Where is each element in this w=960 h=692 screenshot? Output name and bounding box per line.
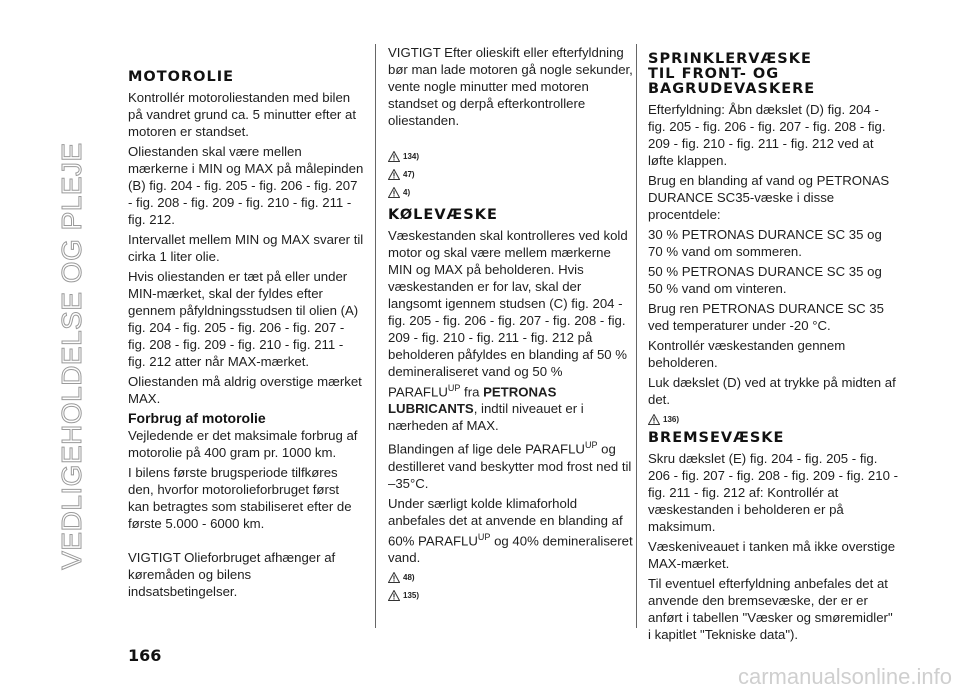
paragraph: Oliestanden må aldrig overstige mærket MAX. [128,374,362,406]
watermark: carmanualsonline.info [737,664,952,689]
subheading-forbrug: Forbrug af motorolie [128,410,266,426]
warning-reference-number: 48) [403,572,415,582]
warning-triangle-icon [388,151,400,162]
page-number: 166 [128,646,162,665]
brand-name: PETRONAS LUBRICANTS [388,384,557,417]
paragraph: Blandingen af lige dele $PARAFLU^{UP}$ og destilleret vand beskytter mod frost ned til –35°C. [388,440,632,491]
paragraph: I bilens første brugsperiode tilfkøres den, hvorfor motorolieforbruget først kan betragtes som stabiliseret efter de første 5.000 - 6000 km. [128,465,352,531]
warning-reference-number: 136) [663,414,680,424]
paragraph: Brug en blanding af vand og PETRONAS DURANCE SC35-væske i disse procentdele: [648,173,890,222]
section-heading-motorolie: MOTOROLIE [128,69,235,85]
warning-reference[interactable] [388,184,634,200]
paragraph: Til eventuel efterfyldning anbefales det at anvende den bremsevæske, der er er anført i tabellen "Væsker og smøremidler" i kapitlet "Tekniske data"). [648,576,893,642]
warning-reference[interactable] [388,587,634,603]
paragraph: Kontrollér væskestanden gennem beholderen. [648,338,846,370]
paragraph: Efterfyldning: Åbn dækslet (D) fig. 204 - fig. 205 - fig. 206 - fig. 207 - fig. 208 - fig. 209 - fig. 210 - fig. 211 - fig. 212 ved at løfte klappen. [648,102,886,168]
warning-triangle-icon [388,590,400,601]
paragraph: Vejledende er det maksimale forbrug af motorolie på 400 gram pr. 1000 km. [128,428,358,460]
column-kolevaeske [388,44,634,605]
paragraph: Oliestanden skal være mellen mærkerne i MIN og MAX på målepinden (B) fig. 204 - fig. 205 - fig. 206 - fig. 207 - fig. 208 - fig. 209 - fig. 210 - fig. 211 - fig. 212. [128,144,364,227]
section-heading-kolevaeske: KØLEVÆSKE [388,207,498,223]
warning-reference-number: 134) [403,151,420,161]
paragraph: Væskestanden skal kontrolleres ved kold motor og skal være mellem mærkerne MIN og MAX på beholderen. Hvis væskestanden er for lav, skal der langsomt igennem studsen (C) fig. 204 - fig. 205 - fig. 206 - fig. 207 - fig. 208 - fig. 209 - fig. 210 - fig. 211 - fig. 212 på beholderen påfyldes en blanding af 50 % demineraliseret vand og 50 % $PARAFLU^{UP}$ fra PETRONAS LUBRICANTS, indtil niveauet er i nærheden af MAX. [388,228,628,434]
column-divider [636,44,637,628]
warning-reference-number: 47) [403,169,415,179]
paragraph: 50 % PETRONAS DURANCE SC 35 og 50 % vand om vinteren. [648,264,882,296]
paragraph: Under særligt kolde klimaforhold anbefales det at anvende en blanding af 60% $PARAFLU^{UP}$ og 40% demineraliseret vand. [388,495,633,566]
note-vigtigt: VIGTIGT Olieforbruget afhænger af køremåden og bilens indsatsbetingelser. [128,550,336,599]
warning-reference[interactable] [388,569,634,585]
warning-triangle-icon [388,187,400,198]
paragraph: Væskeniveauet i tanken må ikke overstige MAX-mærket. [648,539,896,571]
warning-triangle-icon [388,169,400,180]
paragraph: Skru dækslet (E) fig. 204 - fig. 205 - fig. 206 - fig. 207 - fig. 208 - fig. 209 - fig. 210 - fig. 211 - fig. 212 af: Kontrollér at væskestanden i beholderen er på maksimum. [648,451,898,534]
warning-reference[interactable] [388,166,634,182]
warning-reference-number: 4) [403,187,411,197]
warning-triangle-icon [388,572,400,583]
paragraph: Kontrollér motoroliestanden med bilen på vandret grund ca. 5 minutter efter at motoren er standset. [128,90,356,139]
warning-reference[interactable] [388,148,634,164]
section-heading-bremsevaeske: BREMSEVÆSKE [648,430,785,446]
warning-reference[interactable] [648,411,898,427]
column-sprinklervaeske [648,44,898,646]
column-divider [375,44,376,628]
paragraph: Intervallet mellem MIN og MAX svarer til cirka 1 liter olie. [128,232,364,264]
section-heading-sprinklervaeske: SPRINKLERVÆSKE TIL FRONT- OG BAGRUDEVASKERE [648,51,816,97]
note-vigtigt: VIGTIGT Efter olieskift eller efterfyldning bør man lade motoren gå nogle sekunder, vente nogle minutter med motoren standset og derpå efterkontrollere oliestanden. [388,45,633,128]
paragraph: 30 % PETRONAS DURANCE SC 35 og 70 % vand om sommeren. [648,227,882,259]
paragraph: Brug ren PETRONAS DURANCE SC 35 ved temperaturer under -20 °C. [648,301,884,333]
paragraph: Luk dækslet (D) ved at trykke på midten af det. [648,375,896,407]
warning-triangle-icon [648,414,660,425]
column-motorolie [128,44,364,603]
chapter-side-title: VEDLIGEHOLDELSE OG PLEJE [56,142,87,570]
warning-reference-number: 135) [403,590,420,600]
paragraph: Hvis oliestanden er tæt på eller under MIN-mærket, skal der fyldes efter gennem påfyldningsstudsen til olien (A) fig. 204 - fig. 205 - fig. 206 - fig. 207 - fig. 208 - fig. 209 - fig. 210 - fig. 211 - fig. 212 atter når MAX-mærket. [128,269,359,369]
